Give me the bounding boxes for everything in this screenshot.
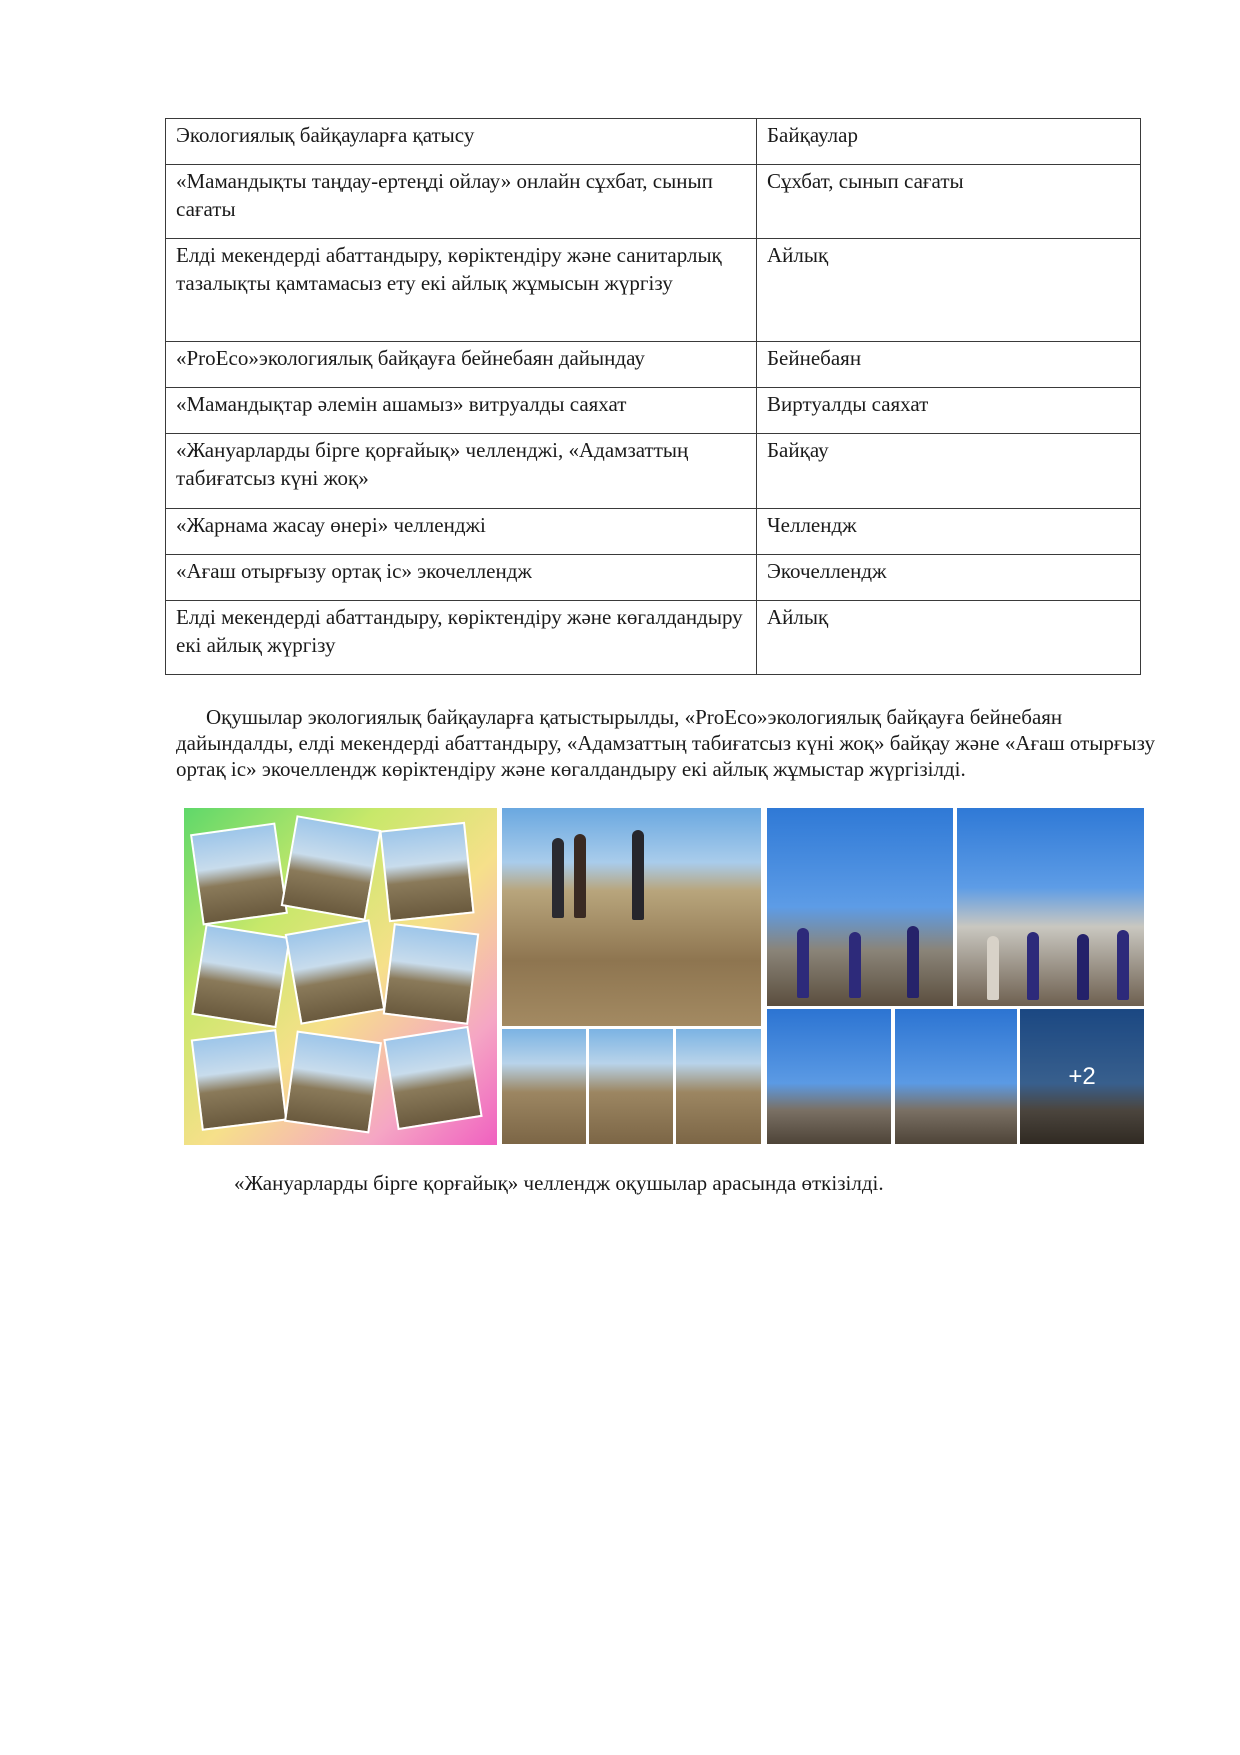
activities-table <box>165 118 1141 675</box>
type-cell: Виртуалды саяхат <box>757 388 1141 434</box>
activity-cell: «Жарнама жасау өнері» челленджі <box>166 509 757 555</box>
type-cell: Айлық <box>757 239 1141 342</box>
students-planting-photo <box>502 808 761 1026</box>
type-cell: Байқау <box>757 434 1141 509</box>
activity-cell: «Мамандықты таңдау-ертеңді ойлау» онлайн сұхбат, сынып сағаты <box>166 165 757 239</box>
villagers-cleanup-photo-5 <box>1020 1009 1144 1144</box>
table-row <box>166 601 1141 675</box>
planting-small-photo-2 <box>589 1029 673 1144</box>
planting-small-photo-1 <box>502 1029 586 1144</box>
type-cell: Байқаулар <box>757 119 1141 165</box>
type-cell: Бейнебаян <box>757 342 1141 388</box>
activity-cell: Экологиялық байқауларға қатысу <box>166 119 757 165</box>
type-cell: Челлендж <box>757 509 1141 555</box>
table-row <box>166 388 1141 434</box>
activity-cell: «Жануарларды бірге қорғайық» челленджі, «Адамзаттың табиғатсыз күні жоқ» <box>166 434 757 509</box>
more-photos-overlay: +2 <box>1020 1009 1144 1144</box>
villagers-cleanup-photo-3 <box>767 1009 891 1144</box>
table-row <box>166 555 1141 601</box>
villagers-cleanup-photo-2 <box>957 808 1144 1006</box>
photo-caption: «Жануарларды бірге қорғайық» челлендж оқушылар арасында өткізілді. <box>234 1171 884 1195</box>
type-cell: Сұхбат, сынып сағаты <box>757 165 1141 239</box>
activity-cell: Елді мекендерді абаттандыру, көріктендіру және көгалдандыру екі айлық жүргізу <box>166 601 757 675</box>
table-row <box>166 239 1141 342</box>
table-row <box>166 509 1141 555</box>
activity-cell: Елді мекендерді абаттандыру, көріктендіру және санитарлық тазалықты қамтамасыз ету екі айлық жұмысын жүргізу <box>166 239 757 342</box>
summary-paragraph: Оқушылар экологиялық байқауларға қатыстырылды, «ProEco»экологиялық байқауға бейнебаян дайындалды, елді мекендерді абаттандыру, «Адамзаттың табиғатсыз күні жоқ» байқау және «Ағаш отырғызу ортақ іс» экочеллендж көріктендіру және көгалдандыру екі айлық жұмыстар жүргізілді. <box>176 705 1155 781</box>
planting-small-photo-3 <box>676 1029 761 1144</box>
table-row <box>166 165 1141 239</box>
villagers-cleanup-photo-1 <box>767 808 953 1006</box>
activity-cell: «ProEco»экологиялық байқауға бейнебаян дайындау <box>166 342 757 388</box>
activity-cell: «Ағаш отырғызу ортақ іс» экочеллендж <box>166 555 757 601</box>
type-cell: Айлық <box>757 601 1141 675</box>
table-row <box>166 342 1141 388</box>
activity-cell: «Мамандықтар әлемін ашамыз» витруалды саяхат <box>166 388 757 434</box>
villagers-cleanup-photo-4 <box>895 1009 1017 1144</box>
tree-planting-collage-photo <box>184 808 497 1145</box>
type-cell: Экочеллендж <box>757 555 1141 601</box>
table-row <box>166 119 1141 165</box>
table-row <box>166 434 1141 509</box>
